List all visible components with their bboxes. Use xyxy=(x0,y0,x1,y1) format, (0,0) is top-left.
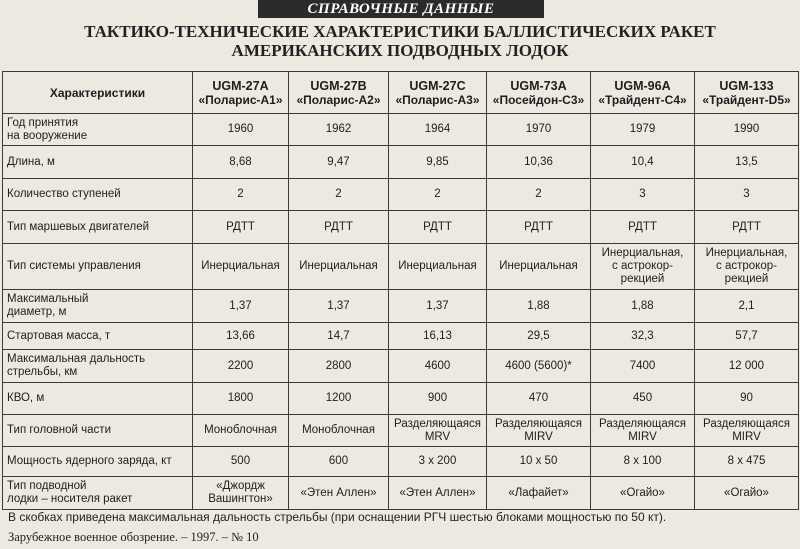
table-row xyxy=(3,477,799,510)
table-cell: 2 xyxy=(289,179,389,211)
table-cell: 8 х 475 xyxy=(695,447,799,477)
row-label: Тип маршевых двигателей xyxy=(3,211,193,244)
column-header-missile xyxy=(695,72,799,114)
table-row xyxy=(3,350,799,383)
column-header-characteristics: Характеристики xyxy=(3,72,193,114)
title-line-1: ТАКТИКО-ТЕХНИЧЕСКИЕ ХАРАКТЕРИСТИКИ БАЛЛИСТИЧЕСКИХ РАКЕТ xyxy=(84,22,716,41)
table-cell: 10,36 xyxy=(487,146,591,179)
missile-model: UGM-27A xyxy=(212,78,269,93)
missile-model: UGM-96A xyxy=(614,78,671,93)
table-row xyxy=(3,179,799,211)
table-cell: 8,68 xyxy=(193,146,289,179)
table-cell: РДТТ xyxy=(487,211,591,244)
table-cell: 2800 xyxy=(289,350,389,383)
column-header-missile xyxy=(193,72,289,114)
characteristics-table xyxy=(2,71,799,510)
table-cell: РДТТ xyxy=(389,211,487,244)
table-cell: «Джордж Вашингтон» xyxy=(193,477,289,510)
table-cell: Инерциальная xyxy=(389,244,487,290)
table-row xyxy=(3,114,799,146)
row-label: Тип головной части xyxy=(3,415,193,447)
table-cell: Инерциальная xyxy=(487,244,591,290)
table-cell: 2,1 xyxy=(695,290,799,323)
source-citation: Зарубежное военное обозрение. – 1997. – № 10 xyxy=(8,530,259,544)
table-cell: 10,4 xyxy=(591,146,695,179)
table-row xyxy=(3,146,799,179)
table-cell: 9,85 xyxy=(389,146,487,179)
table-cell: Моноблочная xyxy=(193,415,289,447)
table-cell: 1,37 xyxy=(389,290,487,323)
missile-model: UGM-133 xyxy=(719,78,774,93)
table-cell: Разделяющаяся MIRV xyxy=(487,415,591,447)
missile-name: «Трайдент-D5» xyxy=(702,92,791,107)
table-cell: 4600 xyxy=(389,350,487,383)
table-cell: 13,66 xyxy=(193,323,289,350)
table-cell: 1964 xyxy=(389,114,487,146)
column-header-missile xyxy=(289,72,389,114)
missile-model: UGM-27C xyxy=(409,78,466,93)
table-cell: 90 xyxy=(695,383,799,415)
table-cell: 600 xyxy=(289,447,389,477)
missile-name: «Поларис-А2» xyxy=(296,92,381,107)
table-cell: «Огайо» xyxy=(695,477,799,510)
table-cell: 1800 xyxy=(193,383,289,415)
table-cell: 3 xyxy=(695,179,799,211)
table-cell: Инерциальная, с астрокор- рекцией xyxy=(591,244,695,290)
column-header-missile xyxy=(487,72,591,114)
row-label: Год принятия на вооружение xyxy=(3,114,193,146)
row-label: Максимальный диаметр, м xyxy=(3,290,193,323)
table-cell: Инерциальная, с астрокор- рекцией xyxy=(695,244,799,290)
table-cell: 900 xyxy=(389,383,487,415)
table-cell: 1990 xyxy=(695,114,799,146)
table-cell: 29,5 xyxy=(487,323,591,350)
column-header-missile xyxy=(591,72,695,114)
missile-name: «Поларис-А3» xyxy=(395,92,480,107)
table-cell: «Лафайет» xyxy=(487,477,591,510)
table-cell: 500 xyxy=(193,447,289,477)
table-body xyxy=(3,114,799,510)
table-row xyxy=(3,211,799,244)
row-label: Тип подводной лодки – носителя ракет xyxy=(3,477,193,510)
table-cell: «Огайо» xyxy=(591,477,695,510)
table-row xyxy=(3,323,799,350)
table-cell: 57,7 xyxy=(695,323,799,350)
table-cell: 4600 (5600)* xyxy=(487,350,591,383)
row-label: Мощность ядерного заряда, кт xyxy=(3,447,193,477)
table-cell: 1,37 xyxy=(193,290,289,323)
table-cell: 3 х 200 xyxy=(389,447,487,477)
row-label: Количество ступеней xyxy=(3,179,193,211)
table-cell: 14,7 xyxy=(289,323,389,350)
table-cell: 7400 xyxy=(591,350,695,383)
table-cell: 2 xyxy=(193,179,289,211)
missile-model: UGM-73A xyxy=(510,78,567,93)
page-title xyxy=(0,22,800,60)
table-row xyxy=(3,244,799,290)
table-header-row xyxy=(3,72,799,114)
table-row xyxy=(3,415,799,447)
title-line-2: АМЕРИКАНСКИХ ПОДВОДНЫХ ЛОДОК xyxy=(231,41,569,60)
table-cell: 10 х 50 xyxy=(487,447,591,477)
column-header-missile xyxy=(389,72,487,114)
table-cell: 2 xyxy=(487,179,591,211)
table-cell: 3 xyxy=(591,179,695,211)
missile-name: «Посейдон-С3» xyxy=(492,92,585,107)
table-cell: 16,13 xyxy=(389,323,487,350)
table-cell: 1979 xyxy=(591,114,695,146)
row-label: Максимальная дальность стрельбы, км xyxy=(3,350,193,383)
table-cell: РДТТ xyxy=(193,211,289,244)
table-cell: 13,5 xyxy=(695,146,799,179)
table-cell: «Этен Аллен» xyxy=(389,477,487,510)
missile-name: «Поларис-А1» xyxy=(198,92,283,107)
table-row xyxy=(3,447,799,477)
table-cell: 2200 xyxy=(193,350,289,383)
table-cell: 1200 xyxy=(289,383,389,415)
table-cell: 8 х 100 xyxy=(591,447,695,477)
table-cell: Инерциальная xyxy=(289,244,389,290)
table-cell: РДТТ xyxy=(591,211,695,244)
footnote: В скобках приведена максимальная дальность стрельбы (при оснащении РГЧ шестью блоками мощностью по 50 кт). xyxy=(8,510,667,524)
table-cell: 2 xyxy=(389,179,487,211)
table-cell: 1962 xyxy=(289,114,389,146)
row-label: КВО, м xyxy=(3,383,193,415)
table-cell: 470 xyxy=(487,383,591,415)
table-cell: Моноблочная xyxy=(289,415,389,447)
table-cell: 9,47 xyxy=(289,146,389,179)
table-cell: 1,37 xyxy=(289,290,389,323)
table-cell: РДТТ xyxy=(289,211,389,244)
table-row xyxy=(3,290,799,323)
table-cell: Разделяющаяся MIRV xyxy=(695,415,799,447)
table-cell: Разделяющаяся MRV xyxy=(389,415,487,447)
table-cell: 1,88 xyxy=(487,290,591,323)
table-cell: РДТТ xyxy=(695,211,799,244)
row-label: Тип системы управления xyxy=(3,244,193,290)
table-cell: 1,88 xyxy=(591,290,695,323)
missile-model: UGM-27B xyxy=(310,78,367,93)
row-label: Длина, м xyxy=(3,146,193,179)
table-cell: «Этен Аллен» xyxy=(289,477,389,510)
table-row xyxy=(3,383,799,415)
table-cell: Инерциальная xyxy=(193,244,289,290)
table-cell: 12 000 xyxy=(695,350,799,383)
table-cell: 1960 xyxy=(193,114,289,146)
section-heading: СПРАВОЧНЫЕ ДАННЫЕ xyxy=(258,0,544,18)
table-cell: 32,3 xyxy=(591,323,695,350)
row-label: Стартовая масса, т xyxy=(3,323,193,350)
missile-name: «Трайдент-С4» xyxy=(598,92,687,107)
table-cell: 450 xyxy=(591,383,695,415)
table-cell: 1970 xyxy=(487,114,591,146)
table-cell: Разделяющаяся MIRV xyxy=(591,415,695,447)
